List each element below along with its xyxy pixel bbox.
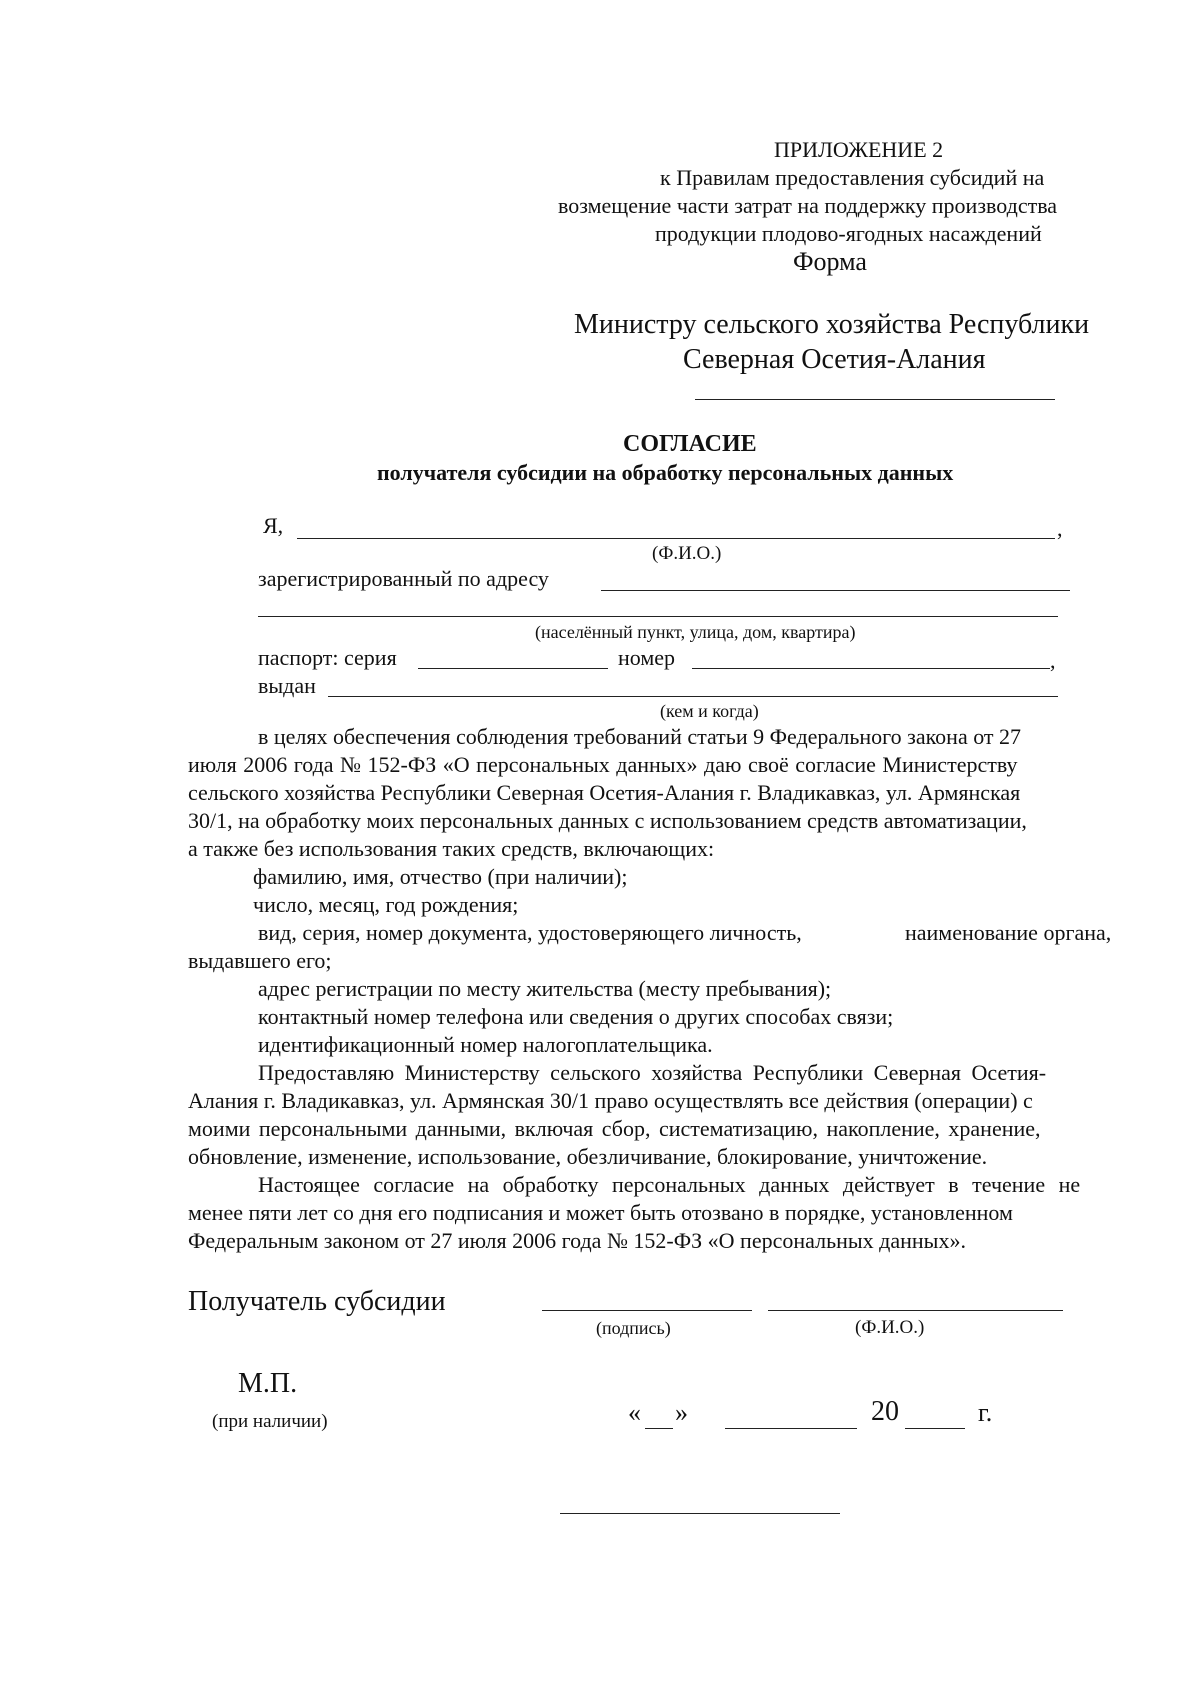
signature-caption: (подпись) (596, 1318, 671, 1338)
issued-caption: (кем и когда) (660, 701, 759, 721)
registered-label: зарегистрированный по адресу (258, 566, 549, 591)
body-line: июля 2006 года № 152-ФЗ «О персональных данных» даю своё согласие Министерству (188, 752, 1018, 777)
body-line: 30/1, на обработку моих персональных данных с использованием средств автоматизации, (188, 808, 1027, 833)
body-line: менее пяти лет со дня его подписания и может быть отозвано в порядке, установленном (188, 1200, 1013, 1225)
form-label: Форма (793, 247, 867, 276)
passport-number-label: номер (618, 645, 676, 670)
list-item: фамилию, имя, отчество (при наличии); (253, 864, 628, 889)
body-line: Предоставляю Министерству сельского хозяйства Республики Северная Осетия- (258, 1060, 1047, 1085)
addressee-line: Министру сельского хозяйства Республики (574, 309, 1090, 340)
date-month-blank-line[interactable] (725, 1428, 857, 1429)
fio-caption: (Ф.И.О.) (652, 543, 722, 564)
body-line: Федеральным законом от 27 июля 2006 года № 152-ФЗ «О персональных данных». (188, 1228, 966, 1253)
document-subtitle: получателя субсидии на обработку персональных данных (377, 460, 954, 485)
date-year-prefix: 20 (871, 1396, 899, 1427)
passport-number-blank-line[interactable] (692, 668, 1050, 669)
list-item: выдавшего его; (188, 948, 332, 973)
body-line: моими персональными данными, включая сбор, систематизацию, накопление, хранение, (188, 1116, 1041, 1141)
seal-note: (при наличии) (212, 1411, 328, 1432)
address-blank-line[interactable] (601, 590, 1070, 591)
appendix-line: к Правилам предоставления субсидий на (660, 165, 1045, 190)
trailing-comma: , (1057, 516, 1063, 541)
recipient-fio-blank-line[interactable] (768, 1310, 1063, 1311)
document-title: СОГЛАСИЕ (623, 431, 757, 457)
body-line: обновление, изменение, использование, обезличивание, блокирование, уничтожение. (188, 1144, 988, 1169)
list-item: вид, серия, номер документа, удостоверяющего личность, (258, 920, 802, 945)
date-close-quote: » (675, 1398, 688, 1427)
seal-label: М.П. (238, 1368, 298, 1399)
date-year-blank-line[interactable] (905, 1428, 965, 1429)
list-item: наименование органа, (905, 920, 1112, 945)
trailing-comma: , (1050, 648, 1056, 673)
bottom-blank-line[interactable] (560, 1513, 840, 1514)
body-line: а также без использования таких средств, включающих: (188, 836, 715, 861)
body-line: Алания г. Владикавказ, ул. Армянская 30/1 право осуществлять все действия (операции) с (188, 1088, 1033, 1113)
date-day-blank-line[interactable] (645, 1428, 673, 1429)
issued-label: выдан (258, 673, 316, 698)
issued-blank-line[interactable] (328, 696, 1058, 697)
addressee-blank-line[interactable] (695, 399, 1055, 400)
i-label: Я, (263, 513, 284, 538)
body-line: Настоящее согласие на обработку персональных данных действует в течение не (258, 1172, 1081, 1197)
passport-series-blank-line[interactable] (418, 668, 608, 669)
passport-series-label: паспорт: серия (258, 645, 397, 670)
appendix-line: продукции плодово-ягодных насаждений (655, 221, 1042, 246)
date-year-suffix: г. (978, 1398, 993, 1427)
body-line: в целях обеспечения соблюдения требований статьи 9 Федерального закона от 27 (258, 724, 1022, 749)
appendix-title: ПРИЛОЖЕНИЕ 2 (774, 137, 944, 162)
address-blank-line-2[interactable] (258, 616, 1058, 617)
fio-blank-line[interactable] (297, 538, 1055, 539)
recipient-label: Получатель субсидии (188, 1286, 446, 1317)
body-line: сельского хозяйства Республики Северная Осетия-Алания г. Владикавказ, ул. Армянская (188, 780, 1021, 805)
appendix-line: возмещение части затрат на поддержку производства (558, 193, 1058, 218)
date-open-quote: « (628, 1398, 641, 1427)
list-item: контактный номер телефона или сведения о других способах связи; (258, 1004, 894, 1029)
list-item: адрес регистрации по месту жительства (месту пребывания); (258, 976, 832, 1001)
list-item: идентификационный номер налогоплательщика. (258, 1032, 713, 1057)
addressee-line: Северная Осетия-Алания (683, 344, 986, 375)
recipient-fio-caption: (Ф.И.О.) (855, 1317, 925, 1338)
address-caption: (населённый пункт, улица, дом, квартира) (535, 622, 856, 642)
signature-blank-line[interactable] (542, 1310, 752, 1311)
list-item: число, месяц, год рождения; (253, 892, 519, 917)
